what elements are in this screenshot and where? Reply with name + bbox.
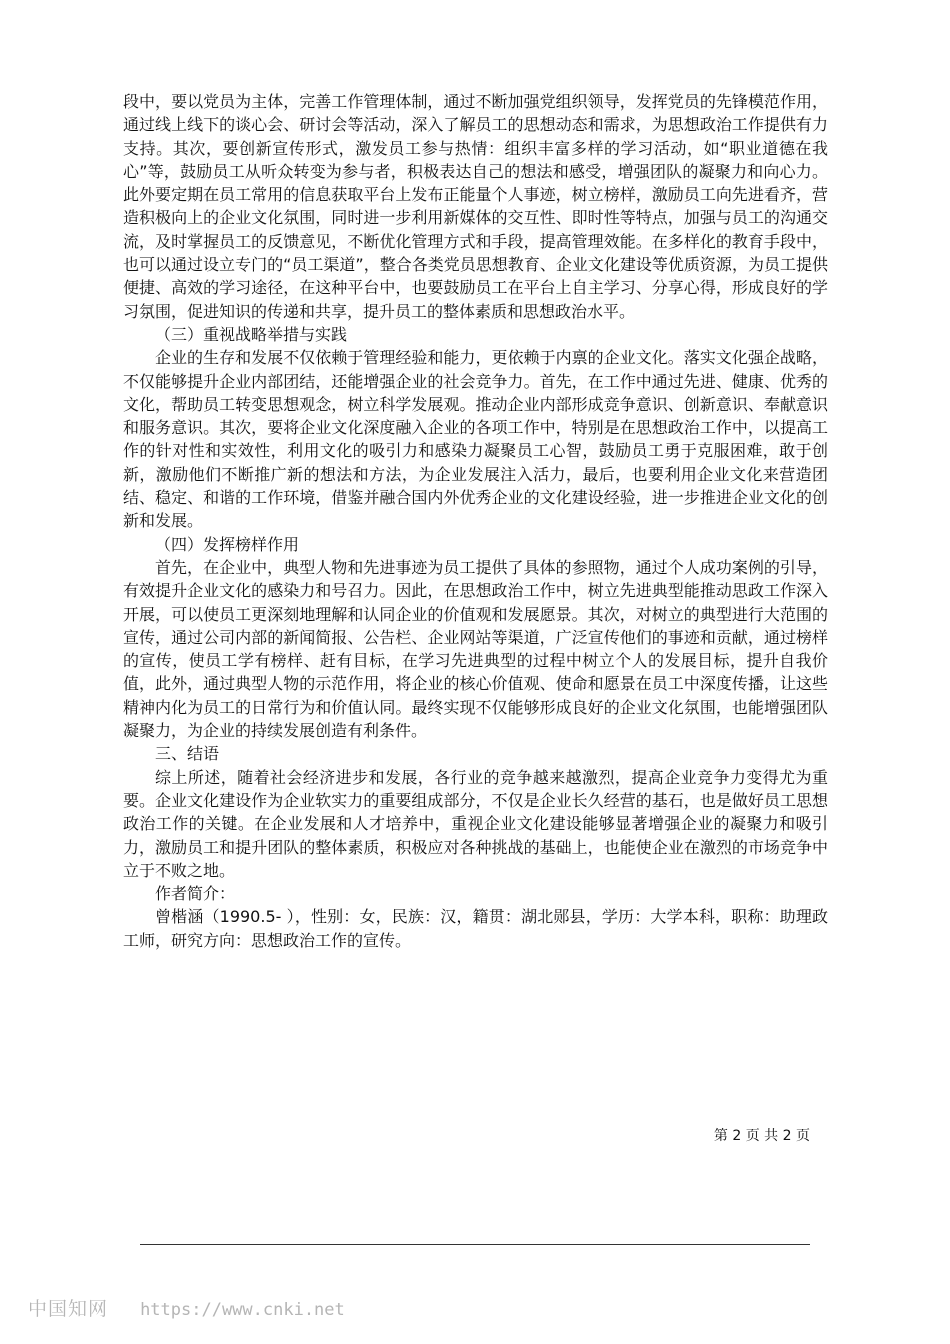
body-paragraph: 段中，要以党员为主体，完善工作管理体制，通过不断加强党组织领导，发挥党员的先锋模范作用，通过线上线下的谈心会、研讨会等活动，深入了解员工的思想动态和需求，为思想政治工作提供有力支持。其次，要创新宣传形式，激发员工参与热情：组织丰富多样的学习活动，如“职业道德在我心”等，鼓励员工从听众转变为参与者，积极表达自己的想法和感受，增强团队的凝聚力和向心力。此外要定期在员工常用的信息获取平台上发布正能量个人事迹，树立榜样，激励员工向先进看齐，营造积极向上的企业文化氛围，同时进一步利用新媒体的交互性、即时性等特点，加强与员工的沟通交流，及时掌握员工的反馈意见，不断优化管理方式和手段，提高管理效能。在多样化的教育手段中，也可以通过设立专门的“员工渠道”，整合各类党员思想教育、企业文化建设等优质资源，为员工提供便捷、高效的学习途径，在这种平台中，也要鼓励员工在平台上自主学习、分享心得，形成良好的学习氛围，促进知识的传递和共享，提升员工的整体素质和思想政治水平。 — [123, 92, 828, 321]
body-paragraph: 综上所述，随着社会经济进步和发展，各行业的竞争越来越激烈，提高企业竞争力变得尤为重要。企业文化建设作为企业软实力的重要组成部分，不仅是企业长久经营的基石，也是做好员工思想政治工作的关键。在企业发展和人才培养中，重视企业文化建设能够显著增强企业的凝聚力和吸引力，激励员工和提升团队的整体素质，积极应对各种挑战的基础上，也能使企业在激烈的市场竞争中立于不败之地。 — [123, 767, 828, 880]
author-bio: 曾楷涵（1990.5- ），性别：女，民族：汉，籍贯：湖北郧县，学历：大学本科，职称：助理政工师，研究方向：思想政治工作的宣传。 — [123, 907, 828, 950]
body-paragraph: 企业的生存和发展不仅依赖于管理经验和能力，更依赖于内禀的企业文化。落实文化强企战略，不仅能够提升企业内部团结，还能增强企业的社会竞争力。首先，在工作中通过先进、健康、优秀的文化，帮助员工转变思想观念，树立科学发展观。推动企业内部形成竞争意识、创新意识、奉献意识和服务意识。其次，要将企业文化深度融入企业的各项工作中，特别是在思想政治工作中，以提高工作的针对性和实效性，利用文化的吸引力和感染力凝聚员工心智，鼓励员工勇于克服困难，敢于创新，激励他们不断推广新的想法和方法，为企业发展注入活力，最后，也要利用企业文化来营造团结、稳定、和谐的工作环境，借鉴并融合国内外优秀企业的文化建设经验，进一步推进企业文化的创新和发展。 — [123, 348, 828, 531]
page-number: 第 2 页 共 2 页 — [713, 1128, 810, 1144]
body-paragraph: 首先，在企业中，典型人物和先进事迹为员工提供了具体的参照物，通过个人成功案例的引导，有效提升企业文化的感染力和号召力。因此，在思想政治工作中，树立先进典型能推动思政工作深入开展，可以使员工更深刻地理解和认同企业的价值观和发展愿景。其次，对树立的典型进行大范围的宣传，通过公司内部的新闻简报、公告栏、企业网站等渠道，广泛宣传他们的事迹和贡献，通过榜样的宣传，使员工学有榜样、赶有目标，在学习先进典型的过程中树立个人的发展目标，提升自我价值，此外，通过典型人物的示范作用，将企业的核心价值观、使命和愿景在员工中深度传播，让这些精神内化为员工的日常行为和价值认同。最终实现不仅能够形成良好的企业文化氛围，也能增强团队凝聚力，为企业的持续发展创造有利条件。 — [123, 557, 828, 741]
document-body — [123, 90, 828, 952]
watermark-url: https://www.cnki.net — [140, 1300, 345, 1320]
section-heading-3: （三）重视战略举措与实践 — [155, 324, 348, 344]
footer-divider — [140, 1244, 810, 1245]
section-heading-4: （四）发挥榜样作用 — [155, 534, 300, 554]
conclusion-heading: 三、结语 — [155, 744, 220, 764]
cnki-watermark — [28, 1294, 345, 1321]
watermark-name: 中国知网 — [28, 1298, 109, 1320]
author-label: 作者简介： — [155, 884, 236, 904]
